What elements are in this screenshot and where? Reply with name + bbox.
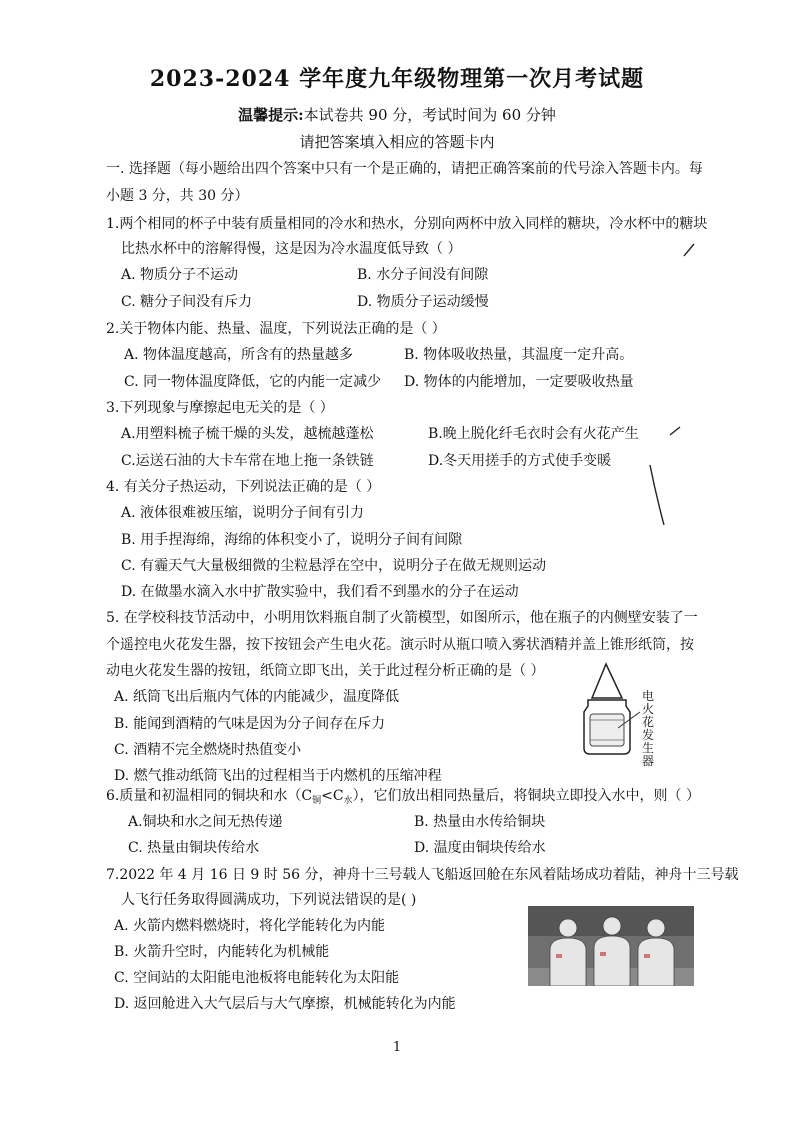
astronauts-photo — [528, 906, 694, 986]
section1-line1: 一. 选择题（每小题给出四个答案中只有一个是正确的，请把正确答案前的代号涂入答题卡内。每 — [106, 161, 703, 177]
tip-label: 温馨提示: — [238, 106, 304, 124]
q6-stem-pre: 6.质量和初温相同的铜块和水（C — [106, 788, 313, 804]
exam-title: 2023-2024 学年度九年级物理第一次月考试题 — [149, 66, 645, 92]
q7-option-b: B. 火箭升空时，内能转化为机械能 — [114, 944, 330, 960]
q7-option-c: C. 空间站的太阳能电池板将电能转化为太阳能 — [114, 970, 400, 986]
q5-option-d: D. 燃气推动纸筒飞出的过程相当于内燃机的压缩冲程 — [114, 768, 442, 784]
q4-option-a: A. 液体很难被压缩，说明分子间有引力 — [121, 505, 365, 521]
q1-stem-line1: 1.两个相同的杯子中装有质量相同的冷水和热水，分别向两杯中放入同样的糖块，冷水杯中的糖块 — [106, 216, 708, 232]
q1-option-b: B. 水分子间没有间隙 — [357, 267, 489, 283]
q6-option-b: B. 热量由水传给铜块 — [414, 814, 546, 830]
q7-option-d: D. 返回舱进入大气层后与大气摩擦，机械能转化为内能 — [114, 996, 456, 1012]
q2-option-b: B. 物体吸收热量，其温度一定升高。 — [404, 347, 634, 363]
q7-stem-line2: 人飞行任务取得圆满成功，下列说法错误的是( ) — [121, 892, 417, 908]
q5-stem-line3: 动电火花发生器的按钮，纸筒立即飞出，关于此过程分析正确的是（ ） — [106, 663, 545, 679]
q7-option-a: A. 火箭内燃料燃烧时，将化学能转化为内能 — [114, 918, 386, 934]
q4-option-c: C. 有霾天气大量极细微的尘粒悬浮在空中，说明分子在做无规则运动 — [121, 558, 547, 574]
q1-stem-line2: 比热水杯中的溶解得慢，这是因为冷水温度低导致（ ） — [121, 241, 462, 257]
tip-line2: 请把答案填入相应的答题卡内 — [299, 133, 495, 151]
q2-stem: 2.关于物体内能、热量、温度，下列说法正确的是（ ） — [106, 321, 446, 337]
q4-option-b: B. 用手捏海绵，海绵的体积变小了，说明分子间有间隙 — [121, 532, 463, 548]
q4-option-d: D. 在做墨水滴入水中扩散实验中，我们看不到墨水的分子在运动 — [121, 584, 519, 600]
q6-stem-post: ），它们放出相同热量后，将铜块立即投入水中，则（ ） — [352, 788, 701, 804]
q6-option-d: D. 温度由铜块传给水 — [414, 840, 546, 856]
rocket-model-figure — [578, 660, 698, 768]
section1-line2: 小题 3 分，共 30 分） — [106, 188, 249, 204]
exam-tip — [0, 104, 794, 125]
q5-stem-line1: 5. 在学校科技节活动中，小明用饮料瓶自制了火箭模型，如图所示，他在瓶子的内侧壁安装了一 — [106, 610, 698, 626]
figure-label-spark-generator: 电火花发生器 — [642, 689, 655, 768]
q1-option-a: A. 物质分子不运动 — [121, 267, 239, 283]
pen-tick — [680, 240, 700, 260]
q3-option-c: C.运送石油的大卡车常在地上拖一条铁链 — [121, 453, 374, 469]
q5-option-c: C. 酒精不完全燃烧时热值变小 — [114, 742, 302, 758]
q3-option-a: A.用塑料梳子梳干燥的头发，越梳越蓬松 — [121, 426, 374, 442]
q3-stem: 3.下列现象与摩擦起电无关的是（ ） — [106, 400, 334, 416]
q3-option-b: B.晚上脱化纤毛衣时会有火花产生 — [428, 426, 639, 442]
pen-mark — [630, 425, 690, 535]
q6-sub-copper: 铜 — [312, 796, 322, 806]
q1-option-d: D. 物质分子运动缓慢 — [357, 294, 489, 310]
q4-stem: 4. 有关分子热运动，下列说法正确的是（ ） — [106, 479, 381, 495]
page-number: 1 — [392, 1040, 402, 1055]
q2-option-d: D. 物体的内能增加，一定要吸收热量 — [404, 374, 634, 390]
q6-option-a: A.铜块和水之间无热传递 — [128, 814, 283, 830]
q5-stem-line2: 个遥控电火花发生器，按下按钮会产生电火花。演示时从瓶口喷入雾状酒精并盖上锥形纸筒，按 — [106, 637, 694, 653]
q6-stem — [106, 787, 700, 810]
q7-stem-line1: 7.2022 年 4 月 16 日 9 时 56 分，神舟十三号载人飞船返回舱在东风着陆场成功着陆，神舟十三号载 — [106, 867, 739, 883]
q1-option-c: C. 糖分子间没有斥力 — [121, 294, 253, 310]
q6-stem-mid: <C — [321, 788, 344, 804]
q6-sub-water: 水 — [343, 796, 353, 806]
q2-option-c: C. 同一物体温度降低，它的内能一定减少 — [124, 374, 382, 390]
q2-option-a: A. 物体温度越高，所含有的热量越多 — [124, 347, 354, 363]
tip-text: 本试卷共 90 分，考试时间为 60 分钟 — [303, 106, 556, 124]
q6-option-c: C. 热量由铜块传给水 — [128, 840, 260, 856]
q5-option-a: A. 纸筒飞出后瓶内气体的内能减少，温度降低 — [114, 689, 400, 705]
q3-option-d: D.冬天用搓手的方式使手变暖 — [428, 453, 612, 469]
q5-option-b: B. 能闻到酒精的气味是因为分子间存在斥力 — [114, 716, 386, 732]
